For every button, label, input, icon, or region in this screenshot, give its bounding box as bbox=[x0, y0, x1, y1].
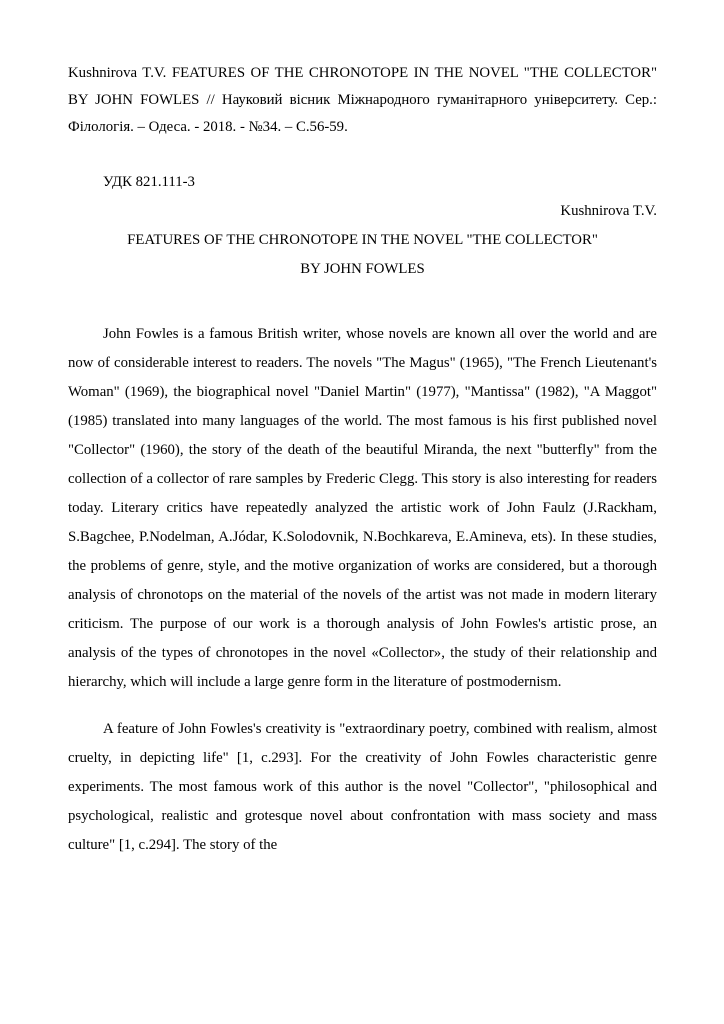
page-content bbox=[68, 60, 657, 860]
article-title-line-2: BY JOHN FOWLES bbox=[300, 261, 425, 277]
paragraph-creativity: A feature of John Fowles's creativity is "extraordinary poetry, combined with realism, almost cruelty, in depicting life" [1, c.293]. For the creativity of John Fowles characteristic genre experiments. The most famous work of this author is the novel "Collector", "philosophical and psychological, realistic and grotesque novel about confrontation with mass society and mass culture" [1, c.294]. The story of the bbox=[68, 721, 657, 853]
article-title-line-1: FEATURES OF THE CHRONOTOPE IN THE NOVEL "THE COLLECTOR" bbox=[127, 232, 598, 248]
bibliographic-citation: Kushnirova T.V. FEATURES OF THE CHRONOTOPE IN THE NOVEL "THE COLLECTOR" BY JOHN FOWLES // Науковий вісник Міжнародного гуманітарного університету. Сер.: Філологія. – Одеса. - 2018. - №34. – С.56-59. bbox=[68, 65, 657, 135]
paragraph-introduction: John Fowles is a famous British writer, whose novels are known all over the world and are now of considerable interest to readers. The novels "The Magus" (1965), "The French Lieutenant's Woman" (1969), the biographical novel "Daniel Martin" (1977), "Mantissa" (1982), "A Maggot" (1985) translated into many languages of the world. The most famous is his first published novel "Collector" (1960), the story of the death of the beautiful Miranda, the next "butterfly" from the collection of a collector of rare samples by Frederic Clegg. This story is also interesting for readers today. Literary critics have repeatedly analyzed the artistic work of John Faulz (J.Rackham, S.Bagchee, P.Nodelman, A.Jódar, K.Solodovnik, N.Bochkareva, E.Amineva, ets). In these studies, the problems of genre, style, and the motive organization of works are considered, but a thorough analysis of chronotops on the material of the novels of the artist was not made in modern literary criticism. The purpose of our work is a thorough analysis of John Fowles's artistic prose, an analysis of the types of chronotopes in the novel «Collector», the study of their relationship and hierarchy, which will include a large genre form in the literature of postmodernism. bbox=[68, 326, 657, 690]
author-name: Kushnirova T.V. bbox=[560, 203, 657, 219]
udc-code: УДК 821.111-3 bbox=[103, 174, 195, 190]
